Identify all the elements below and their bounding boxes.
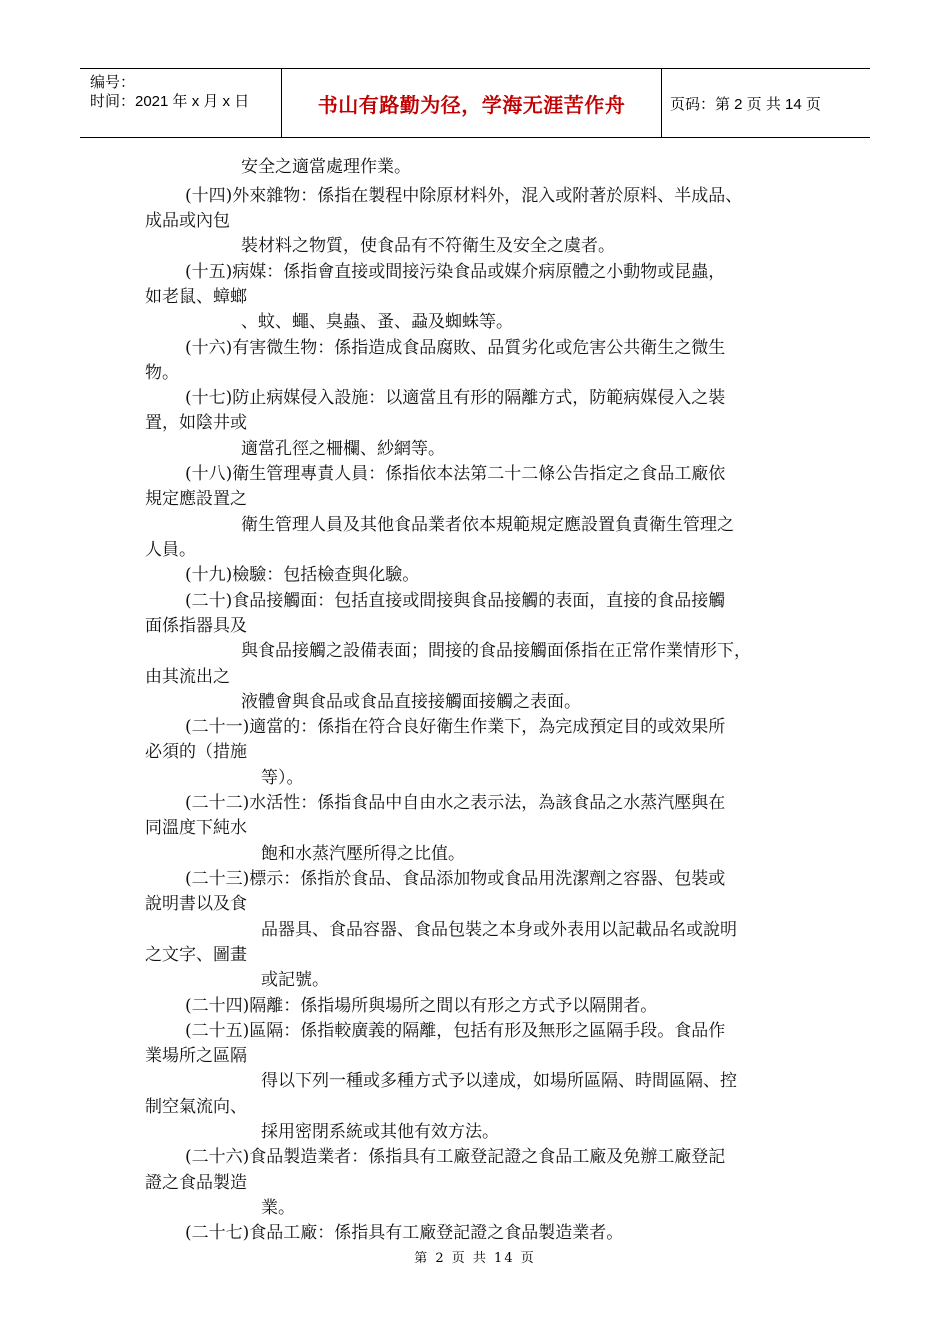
text-line: (十四)外來雜物：係指在製程中除原材料外，混入或附著於原料、半成品、 bbox=[185, 186, 743, 206]
header-page-info bbox=[662, 69, 870, 137]
text-line: 面係指器具及 bbox=[145, 616, 247, 636]
text-line: 同溫度下純水 bbox=[145, 818, 247, 838]
text-line: 由其流出之 bbox=[145, 667, 230, 687]
text-line: 適當孔徑之柵欄、紗網等。 bbox=[241, 439, 445, 459]
text-line: (二十六)食品製造業者：係指具有工廠登記證之食品工廠及免辦工廠登記 bbox=[185, 1147, 726, 1167]
header-motto-cell bbox=[282, 69, 662, 137]
time-label: 时间：2021 年 x 月 x 日 bbox=[90, 93, 250, 110]
text-line: 人員。 bbox=[145, 540, 196, 560]
text-line: 等）。 bbox=[261, 768, 304, 788]
text-line: 業場所之區隔 bbox=[145, 1046, 247, 1066]
number-label: 编号： bbox=[90, 74, 136, 91]
text-line: 或記號。 bbox=[261, 970, 329, 990]
text-line: (二十一)適當的：係指在符合良好衛生作業下，為完成預定目的或效果所 bbox=[185, 717, 726, 737]
text-line: 採用密閉系統或其他有效方法。 bbox=[261, 1122, 499, 1142]
text-line: (二十四)隔離：係指場所與場所之間以有形之方式予以隔開者。 bbox=[185, 996, 658, 1016]
text-line: 置，如陰井或 bbox=[145, 413, 247, 433]
text-line: (十九)檢驗：包括檢查與化驗。 bbox=[185, 565, 420, 585]
header-meta bbox=[80, 69, 282, 137]
text-line: (十五)病媒：係指會直接或間接污染食品或媒介病原體之小動物或昆蟲， bbox=[185, 262, 726, 282]
page-header bbox=[80, 68, 870, 138]
text-line: 證之食品製造 bbox=[145, 1173, 247, 1193]
text-line: 之文字、圖畫 bbox=[145, 945, 247, 965]
text-line: 與食品接觸之設備表面；間接的食品接觸面係指在正常作業情形下， bbox=[241, 641, 751, 661]
text-line: 衛生管理人員及其他食品業者依本規範規定應設置負責衛生管理之 bbox=[241, 515, 734, 535]
text-line: (二十七)食品工廠：係指具有工廠登記證之食品製造業者。 bbox=[185, 1223, 624, 1243]
text-line: 安全之適當處理作業。 bbox=[241, 157, 411, 177]
text-line: (二十)食品接觸面：包括直接或間接與食品接觸的表面，直接的食品接觸 bbox=[185, 591, 726, 611]
text-line: 液體會與食品或食品直接接觸面接觸之表面。 bbox=[241, 692, 581, 712]
text-line: 品器具、食品容器、食品包裝之本身或外表用以記載品名或說明 bbox=[261, 920, 737, 940]
page-info-text: 页码：第 2 页 共 14 页 bbox=[670, 95, 821, 113]
text-line: 得以下列一種或多種方式予以達成，如場所區隔、時間區隔、控 bbox=[261, 1071, 737, 1091]
text-line: (十八)衛生管理專責人員：係指依本法第二十二條公告指定之食品工廠依 bbox=[185, 464, 726, 484]
text-line: (十七)防止病媒侵入設施：以適當且有形的隔離方式，防範病媒侵入之裝 bbox=[185, 388, 726, 408]
text-line: 制空氣流向、 bbox=[145, 1097, 247, 1117]
text-line: 裝材料之物質，使食品有不符衛生及安全之虞者。 bbox=[241, 236, 615, 256]
text-line: 成品或內包 bbox=[145, 211, 230, 231]
text-line: 飽和水蒸汽壓所得之比值。 bbox=[261, 844, 465, 864]
text-line: 必須的（措施 bbox=[145, 742, 247, 762]
text-line: 物。 bbox=[145, 363, 179, 383]
text-line: (二十五)區隔：係指較廣義的隔離，包括有形及無形之區隔手段。食品作 bbox=[185, 1021, 726, 1041]
text-line: 規定應設置之 bbox=[145, 489, 247, 509]
text-line: 說明書以及食 bbox=[145, 894, 247, 914]
motto-text: 书山有路勤为径，学海无涯苦作舟 bbox=[317, 92, 626, 117]
text-line: (二十二)水活性：係指食品中自由水之表示法，為該食品之水蒸汽壓與在 bbox=[185, 793, 726, 813]
text-line: 、蚊、蠅、臭蟲、蚤、蝨及蜘蛛等。 bbox=[241, 312, 513, 332]
page-footer: 第 2 页 共 14 页 bbox=[414, 1251, 536, 1266]
text-line: 業。 bbox=[261, 1198, 295, 1218]
text-line: (二十三)標示：係指於食品、食品添加物或食品用洗潔劑之容器、包裝或 bbox=[185, 869, 726, 889]
text-line: 如老鼠、蟑螂 bbox=[145, 287, 247, 307]
text-line: (十六)有害微生物：係指造成食品腐敗、品質劣化或危害公共衛生之微生 bbox=[185, 338, 726, 358]
